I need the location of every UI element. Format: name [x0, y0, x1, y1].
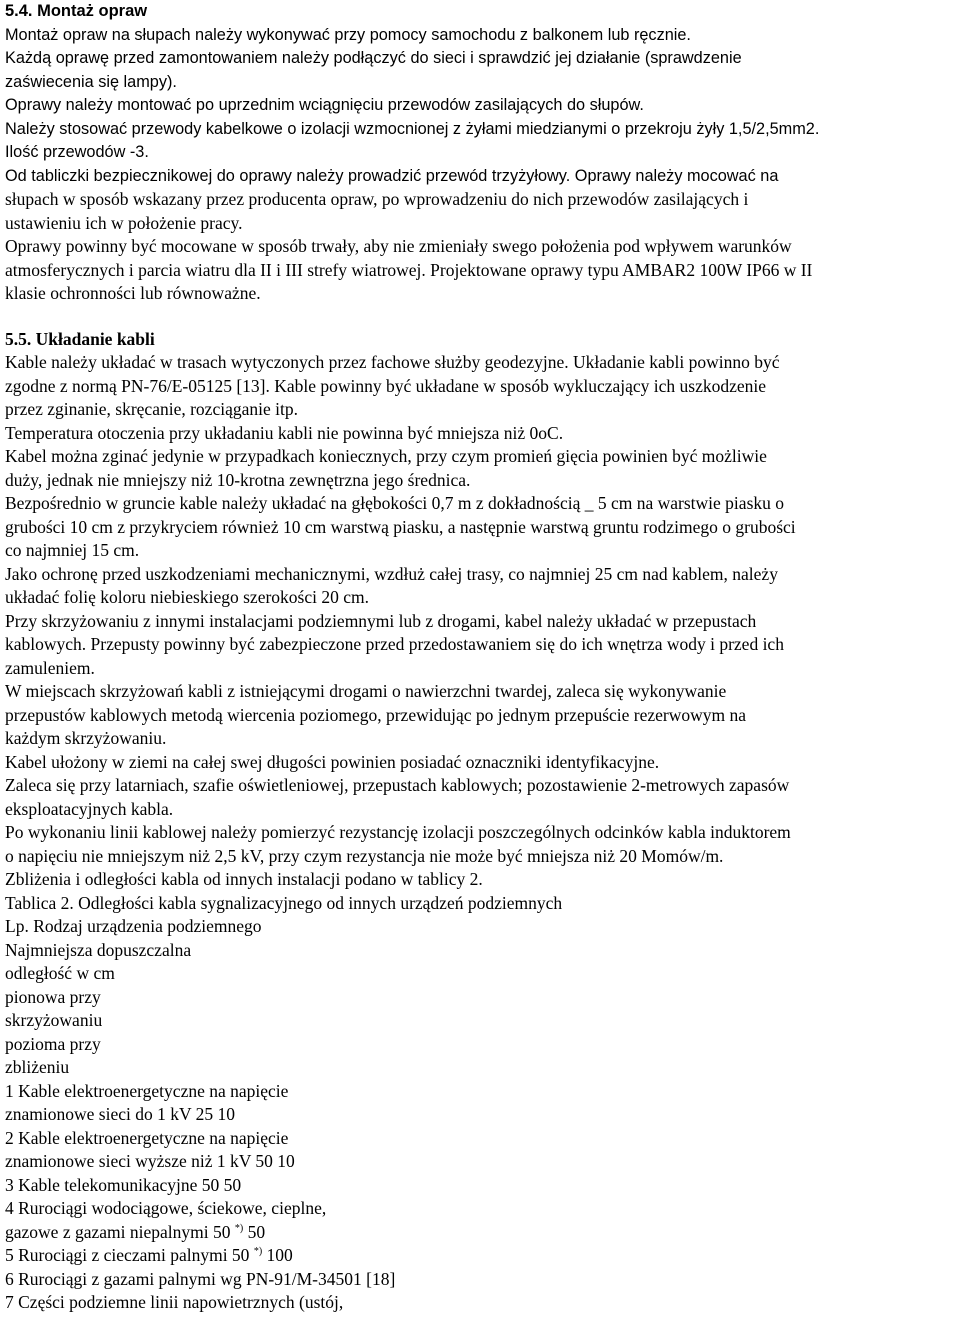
section-5-5-body [5, 445, 955, 1221]
paragraph-line: Przy skrzyżowaniu z innymi instalacjami podziemnymi lub z drogami, kabel należy układać w przepustach [5, 610, 757, 631]
paragraph-line: Ilość przewodów -3. [5, 143, 149, 161]
paragraph-line: przez zginanie, skręcanie, rozciąganie itp. [5, 399, 298, 419]
paragraph-line: skrzyżowaniu [5, 1010, 103, 1030]
paragraph-line: Po wykonaniu linii kablowej należy pomierzyć rezystancję izolacji poszczególnych odcinków kabla induktorem [5, 822, 791, 842]
table-row-4-continued [5, 1221, 955, 1245]
paragraph-line: Lp. Rodzaj urządzenia podziemnego [5, 916, 262, 936]
paragraph-line: ustawieniu ich w położenie pracy. [5, 212, 243, 233]
paragraph-line: odległość w cm [5, 963, 115, 983]
paragraph-line: Tablica 2. Odległości kabla sygnalizacyjnego od innych urządzeń podziemnych [5, 892, 563, 913]
paragraph-line: Jako ochronę przed uszkodzeniami mechanicznymi, wzdłuż całej trasy, co najmniej 25 cm nad kablem, należy [5, 563, 778, 584]
paragraph-line: zgodne z normą PN-76/E-05125 [13]. Kable powinny być układane w sposób wykluczający ich uszkodzenie [5, 375, 767, 396]
paragraph-line: każdym skrzyżowaniu. [5, 728, 167, 748]
paragraph-line: Kabel ułożony w ziemi na całej swej długości powinien posiadać oznaczniki identyfikacyjne. [5, 751, 660, 772]
table-row-6: 6 Rurociągi z gazami palnymi wg PN-91/M-34501 [18] [5, 1268, 396, 1289]
paragraph-line: pozioma przy [5, 1033, 101, 1054]
paragraph-line: Każdą oprawę przed zamontowaniem należy podłączyć do sieci i sprawdzić jej działanie (sprawdzenie [5, 49, 742, 67]
paragraph-line: zaświecenia się lampy). [5, 72, 177, 91]
table-row-5 [5, 1244, 955, 1268]
paragraph-line: znamionowe sieci wyższe niż 1 kV 50 10 [5, 1151, 295, 1171]
paragraph-line: znamionowe sieci do 1 kV 25 10 [5, 1104, 236, 1124]
paragraph-line: Zaleca się przy latarniach, szafie oświetleniowej, przepustach kablowych; pozostawienie 2-metrowych zapasów [5, 775, 790, 795]
row-text: gazowe z gazami niepalnymi 50 [5, 1221, 235, 1242]
paragraph-line: kablowych. Przepusty powinny być zabezpieczone przed przedostawaniem się do ich wnętrza wody i przed ich [5, 634, 784, 654]
row-text: 50 [243, 1221, 266, 1242]
section-title-5-5: 5.5. Układanie kabli [5, 328, 155, 349]
row-text: 5 Rurociągi z cieczami palnymi 50 [5, 1245, 254, 1265]
footnote-marker: *) [253, 1246, 263, 1258]
paragraph-line: atmosferycznych i parcia wiatru dla II i III strefy wiatrowej. Projektowane oprawy typu AMBAR2 100W IP66 w II [5, 259, 813, 280]
paragraph-line: eksploatacyjnych kabla. [5, 798, 174, 819]
paragraph-line: Najmniejsza dopuszczalna [5, 939, 192, 960]
paragraph-line: grubości 10 cm z przykryciem również 10 cm warstwą piasku, a następnie warstwą gruntu rodzimego o grubości [5, 516, 796, 537]
paragraph-line: Zbliżenia i odległości kabla od innych instalacji podano w tablicy 2. [5, 869, 483, 889]
paragraph-line: co najmniej 15 cm. [5, 540, 140, 560]
paragraph-line: Kable należy układać w trasach wytyczonych przez fachowe służby geodezyjne. Układanie kabli powinno być [5, 352, 780, 372]
paragraph-line: zbliżeniu [5, 1057, 70, 1077]
paragraph-line: 3 Kable telekomunikacyjne 50 50 [5, 1174, 242, 1195]
footnote-marker: *) [234, 1222, 244, 1234]
paragraph-line: przepustów kablowych metodą wiercenia poziomego, przewidując po jednym przepuście rezerwowym na [5, 704, 747, 725]
paragraph-line: Bezpośrednio w gruncie kable należy układać na głębokości 0,7 m z dokładnością _ 5 cm na warstwie piasku o [5, 493, 784, 513]
section-gap [5, 306, 955, 328]
paragraph-line: o napięciu nie mniejszym niż 2,5 kV, przy czym rezystancja nie może być mniejsza niż 20 Momów/m. [5, 845, 724, 866]
paragraph-line: Oprawy należy montować po uprzednim wciągnięciu przewodów zasilających do słupów. [5, 96, 644, 114]
paragraph-line: układać folię koloru niebieskiego szerokości 20 cm. [5, 587, 369, 607]
temperature-line: Temperatura otoczenia przy układaniu kabli nie powinna być mniejsza niż 0oC. [5, 422, 564, 443]
paragraph-line: 2 Kable elektroenergetyczne na napięcie [5, 1127, 289, 1148]
paragraph-line: Od tabliczki bezpiecznikowej do oprawy należy prowadzić przewód trzyżyłowy. Oprawy należy mocować na [5, 166, 779, 185]
paragraph-line: zamuleniem. [5, 657, 95, 678]
paragraph-line: W miejscach skrzyżowań kabli z istniejącymi drogami o nawierzchni twardej, zaleca się wykonywanie [5, 681, 727, 701]
paragraph-line: Oprawy powinny być mocowane w sposób trwały, aby nie zmieniały swego położenia pod wpływem warunków [5, 236, 792, 256]
document-page [5, 0, 955, 1315]
paragraph-line: 4 Rurociągi wodociągowe, ściekowe, cieplne, [5, 1198, 327, 1218]
paragraph-line: Należy stosować przewody kabelkowe o izolacji wzmocnionej z żyłami miedzianymi o przekroju żyły 1,5/2,5mm2. [5, 119, 820, 138]
paragraph-line: Montaż opraw na słupach należy wykonywać przy pomocy samochodu z balkonem lub ręcznie. [5, 25, 691, 44]
paragraph-line: klasie ochronności lub równoważne. [5, 283, 261, 303]
table-row-7: 7 Części podziemne linii napowietrznych (ustój, [5, 1292, 344, 1312]
paragraph-line: 1 Kable elektroenergetyczne na napięcie [5, 1080, 289, 1101]
paragraph-line: pionowa przy [5, 986, 101, 1007]
row-text: 100 [262, 1245, 293, 1265]
paragraph-line: słupach w sposób wskazany przez producenta opraw, po wprowadzeniu do nich przewodów zasilających i [5, 189, 749, 209]
section-title-5-4: 5.4. Montaż opraw [5, 2, 148, 20]
paragraph-line: duży, jednak nie mniejszy niż 10-krotna zewnętrzna jego średnica. [5, 469, 471, 490]
paragraph-line: Kabel można zginać jedynie w przypadkach koniecznych, przy czym promień gięcia powinien być możliwie [5, 446, 767, 466]
